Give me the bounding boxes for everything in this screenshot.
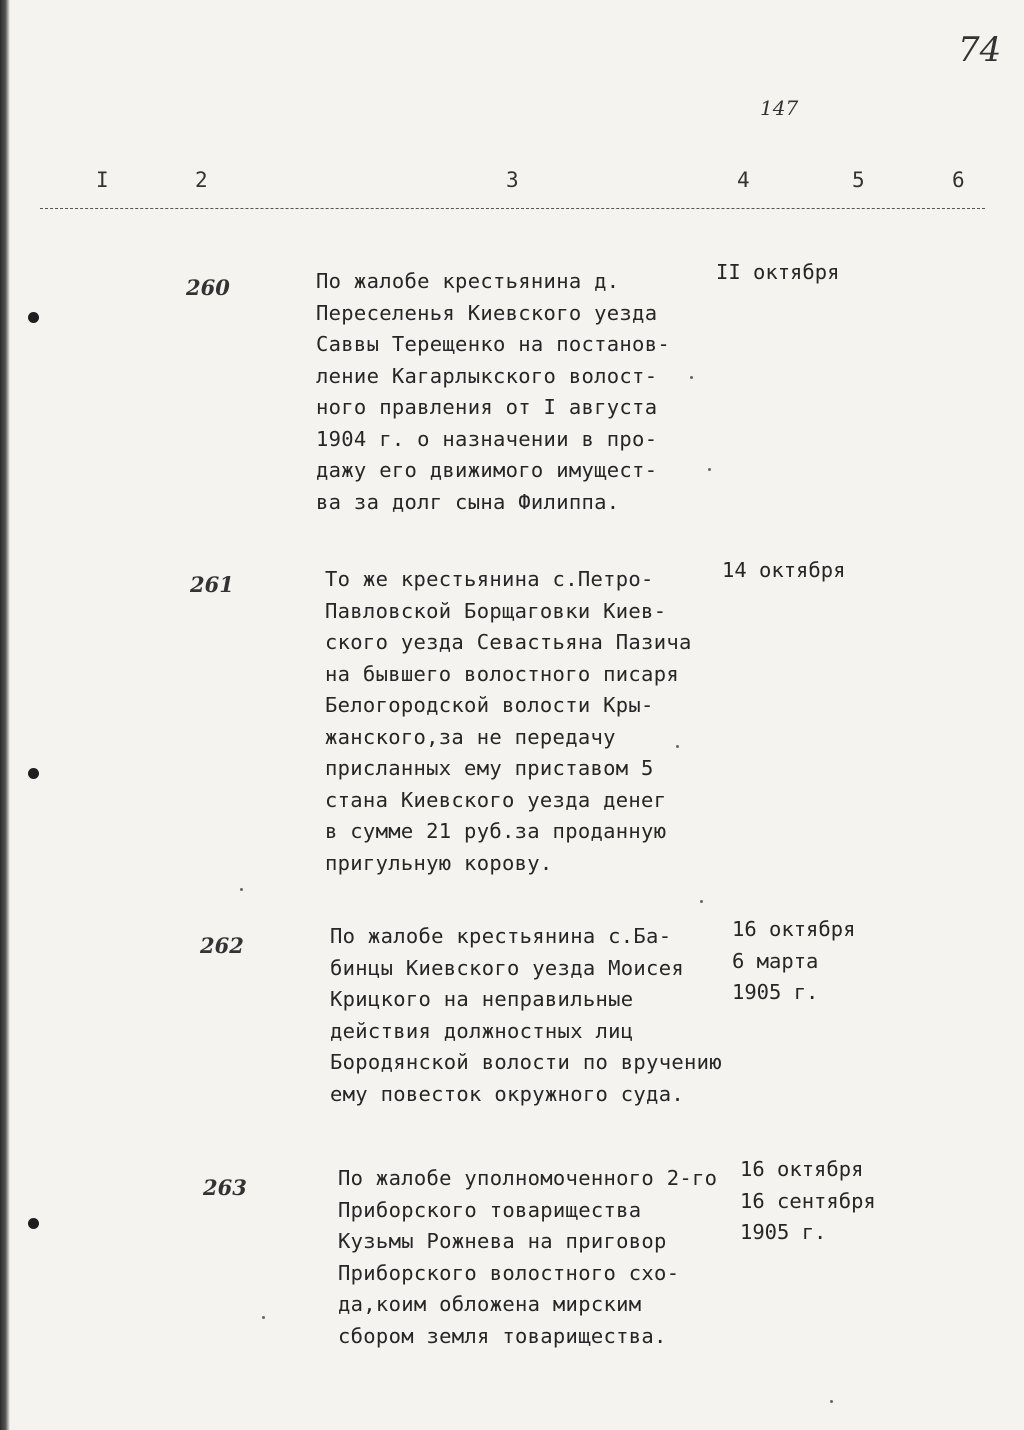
date-line: 16 сентября: [740, 1188, 876, 1213]
binding-edge: [0, 0, 10, 1430]
entry-description: [338, 1163, 717, 1352]
description-line: на бывшего волостного писаря: [325, 661, 679, 686]
entry-dates: [740, 1154, 876, 1249]
punch-hole: [28, 768, 39, 779]
description-line: Саввы Терещенко на постанов-: [316, 332, 670, 356]
entry-number: 260: [186, 275, 230, 300]
description-line: в сумме 21 руб.за проданную: [325, 819, 667, 843]
entry-description: [325, 564, 692, 879]
date-line: 16 октября: [740, 1157, 864, 1181]
scan-speck: [240, 888, 243, 891]
date-line: 6 марта: [732, 948, 819, 973]
date-line: 1905 г.: [740, 1220, 827, 1244]
description-line: То же крестьянина с.Петро-: [325, 567, 654, 591]
description-line: бинцы Киевского уезда Моисея: [330, 955, 684, 980]
description-line: ему повесток окружного суда.: [330, 1081, 684, 1106]
description-line: ление Кагарлыкского волост-: [316, 363, 658, 388]
description-line: стана Киевского уезда денег: [325, 787, 667, 812]
entry-number: 263: [203, 1175, 247, 1200]
description-line: Переселенья Киевского уезда: [316, 300, 658, 325]
description-line: 1904 г. о назначении в про-: [316, 426, 658, 451]
entry-dates: [732, 914, 855, 1009]
column-number: 4: [737, 168, 750, 192]
description-line: ного правления от I августа: [316, 395, 658, 419]
column-number: 3: [506, 168, 519, 192]
date-line: 16 октября: [732, 917, 856, 941]
description-line: Бородянской волости по вручению: [330, 1050, 722, 1074]
description-line: Кузьмы Рожнева на приговор: [338, 1229, 667, 1253]
description-line: По жалобе крестьянина с.Ба-: [330, 924, 672, 948]
description-line: жанского,за не передачу: [325, 724, 616, 749]
entry-number: 261: [190, 572, 234, 597]
punch-hole: [28, 312, 39, 323]
description-line: действия должностных лиц: [330, 1018, 634, 1043]
folio-number: 147: [760, 96, 799, 120]
description-line: Приборского товарищества: [338, 1197, 642, 1222]
description-line: Павловской Борщаговки Киев-: [325, 598, 667, 623]
column-number: 2: [195, 168, 208, 192]
punch-hole: [28, 1218, 39, 1229]
scan-speck: [676, 745, 679, 748]
column-number: I: [96, 168, 109, 192]
description-line: Белогородской волости Кры-: [325, 693, 654, 717]
description-line: ва за долг сына Филиппа.: [316, 489, 620, 514]
scan-speck: [700, 900, 703, 903]
column-number: 5: [852, 168, 865, 192]
description-line: По жалобе крестьянина д.: [316, 269, 620, 293]
description-line: Крицкого на неправильные: [330, 987, 634, 1011]
description-line: пригульную корову.: [325, 850, 553, 875]
description-line: да,коим обложена мирским: [338, 1292, 642, 1316]
archive-page-number: 74: [958, 30, 1002, 70]
description-line: ского уезда Севастьяна Пазича: [325, 630, 692, 654]
entry-dates: [722, 555, 845, 587]
date-line: 1905 г.: [732, 980, 819, 1004]
entry-number: 262: [200, 933, 244, 958]
entry-description: [330, 921, 722, 1110]
date-line: II октября: [716, 260, 840, 284]
scan-speck: [830, 1400, 833, 1403]
scan-speck: [690, 376, 693, 379]
description-line: присланных ему приставом 5: [325, 756, 654, 780]
date-line: 14 октября: [722, 558, 846, 582]
description-line: Приборского волостного схо-: [338, 1260, 680, 1285]
entry-description: [316, 266, 670, 518]
entry-dates: [716, 257, 839, 289]
description-line: По жалобе уполномоченного 2-го: [338, 1166, 718, 1190]
column-number: 6: [952, 168, 965, 192]
description-line: дажу его движимого имущест-: [316, 458, 658, 482]
scan-speck: [262, 1316, 265, 1319]
scan-speck: [708, 468, 711, 471]
header-rule: [40, 208, 985, 209]
description-line: сбором земля товарищества.: [338, 1323, 667, 1348]
